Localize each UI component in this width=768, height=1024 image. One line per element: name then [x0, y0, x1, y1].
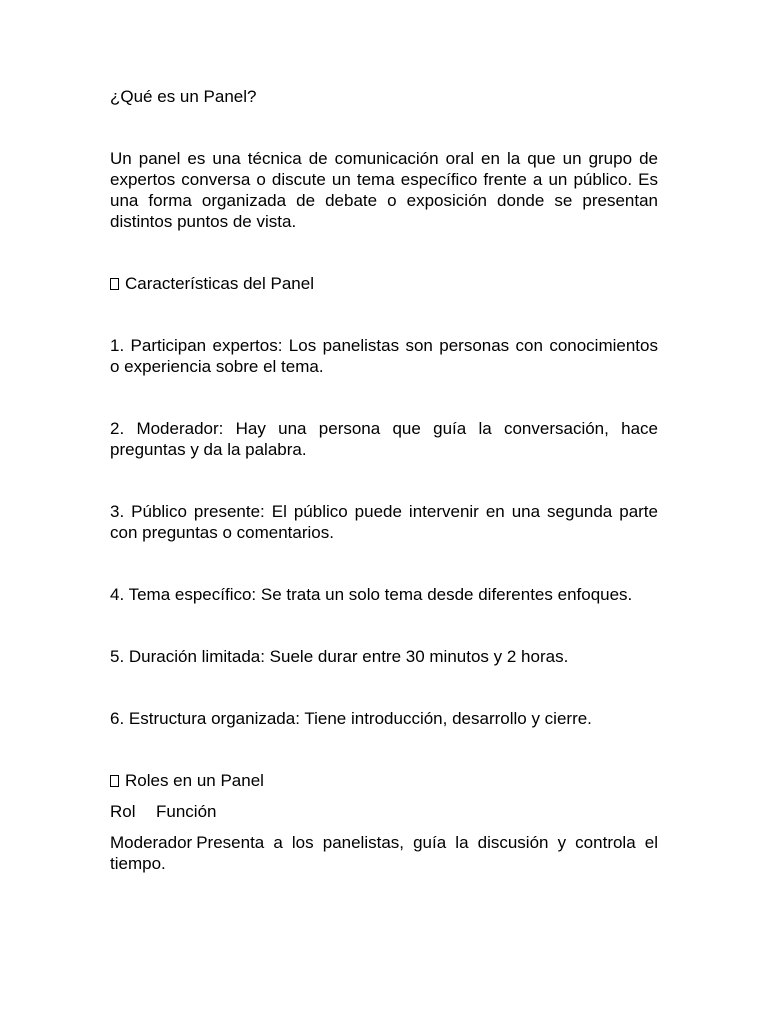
role-function: Presenta a los panelistas, guía la discusión y controla el tiempo.	[110, 833, 658, 873]
roles-header-function: Función	[156, 802, 217, 821]
characteristic-item-3: 3. Público presente: El público puede intervenir en una segunda parte con preguntas o comentarios.	[110, 502, 658, 542]
characteristic-item-6: 6. Estructura organizada: Tiene introducción, desarrollo y cierre.	[110, 709, 592, 728]
document-page	[110, 86, 658, 874]
characteristic-item-2: 2. Moderador: Hay una persona que guía la conversación, hace preguntas y da la palabra.	[110, 419, 658, 459]
checkbox-icon	[110, 775, 119, 787]
roles-table-header	[110, 801, 658, 822]
characteristic-item-4: 4. Tema específico: Se trata un solo tema desde diferentes enfoques.	[110, 585, 633, 604]
characteristic-item-5: 5. Duración limitada: Suele durar entre 30 minutos y 2 horas.	[110, 647, 569, 666]
checkbox-icon	[110, 278, 119, 290]
document-heading: ¿Qué es un Panel?	[110, 87, 257, 106]
role-name: Moderador	[110, 833, 193, 852]
intro-paragraph: Un panel es una técnica de comunicación oral en la que un grupo de expertos conversa o discute un tema específico frente a un público. Es una forma organizada de debate o exposición donde se presentan distintos puntos de vista.	[110, 149, 658, 231]
roles-title: Roles en un Panel	[125, 771, 264, 790]
roles-header-role: Rol	[110, 802, 136, 821]
characteristics-title: Características del Panel	[125, 274, 314, 293]
characteristic-item-1: 1. Participan expertos: Los panelistas son personas con conocimientos o experiencia sobre el tema.	[110, 336, 658, 376]
roles-table-row	[110, 832, 658, 874]
roles-heading	[110, 770, 658, 791]
characteristics-heading	[110, 273, 658, 294]
